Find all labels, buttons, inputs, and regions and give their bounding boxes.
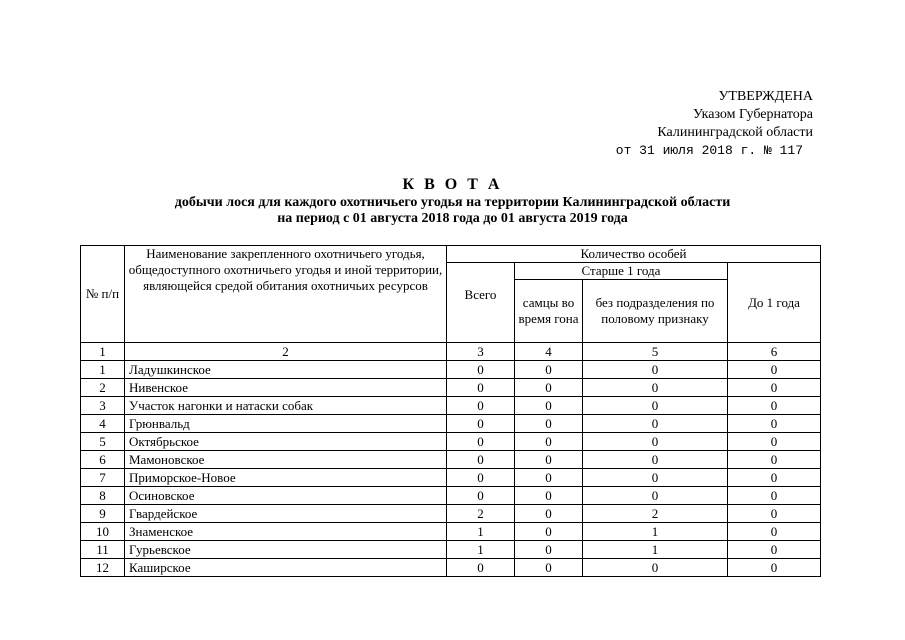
header-total: Всего: [447, 263, 515, 343]
col-number: 1: [81, 343, 125, 361]
row-number: 10: [81, 523, 125, 541]
row-males: 0: [515, 379, 583, 397]
row-number: 6: [81, 451, 125, 469]
row-number: 9: [81, 505, 125, 523]
row-males: 0: [515, 397, 583, 415]
header-count: Количество особей: [447, 246, 821, 263]
row-number: 7: [81, 469, 125, 487]
row-males: 0: [515, 541, 583, 559]
row-number: 8: [81, 487, 125, 505]
col-number: 4: [515, 343, 583, 361]
row-young: 0: [728, 361, 821, 379]
approval-decree: Указом Губернатора: [692, 107, 813, 122]
quota-table: [80, 245, 821, 577]
row-name: Октябрьское: [125, 433, 447, 451]
row-total: 2: [447, 505, 515, 523]
row-number: 12: [81, 559, 125, 577]
col-number: 2: [125, 343, 447, 361]
table-row: [81, 487, 821, 505]
row-young: 0: [728, 523, 821, 541]
row-nosex: 0: [583, 559, 728, 577]
row-nosex: 0: [583, 361, 728, 379]
row-name: Нивенское: [125, 379, 447, 397]
row-total: 0: [447, 397, 515, 415]
row-young: 0: [728, 379, 821, 397]
row-number: 2: [81, 379, 125, 397]
col-number: 5: [583, 343, 728, 361]
header-young: До 1 года: [728, 263, 821, 343]
row-nosex: 0: [583, 433, 728, 451]
row-males: 0: [515, 433, 583, 451]
row-young: 0: [728, 541, 821, 559]
row-young: 0: [728, 415, 821, 433]
row-total: 0: [447, 559, 515, 577]
row-name: Мамоновское: [125, 451, 447, 469]
row-young: 0: [728, 433, 821, 451]
row-young: 0: [728, 451, 821, 469]
header-name: Наименование закрепленного охотничьего угодья, общедоступного охотничьего угодья и иной территории, являющейся средой обитания охотничьих ресурсов: [125, 246, 447, 343]
row-males: 0: [515, 469, 583, 487]
row-males: 0: [515, 415, 583, 433]
row-number: 3: [81, 397, 125, 415]
document-title: К В О Т А: [402, 176, 503, 193]
col-number: 6: [728, 343, 821, 361]
row-males: 0: [515, 523, 583, 541]
header-nosex: без подразделения по половому признаку: [583, 280, 728, 343]
row-nosex: 0: [583, 487, 728, 505]
table-row: [81, 559, 821, 577]
row-young: 0: [728, 559, 821, 577]
row-total: 0: [447, 487, 515, 505]
row-nosex: 1: [583, 523, 728, 541]
table-row: [81, 451, 821, 469]
row-young: 0: [728, 505, 821, 523]
document-subtitle-2: на период с 01 августа 2018 года до 01 августа 2019 года: [277, 211, 628, 226]
table-row: [81, 505, 821, 523]
header-males: самцы во время гона: [515, 280, 583, 343]
row-nosex: 0: [583, 469, 728, 487]
row-name: Гвардейское: [125, 505, 447, 523]
row-males: 0: [515, 451, 583, 469]
row-nosex: 0: [583, 415, 728, 433]
row-total: 0: [447, 379, 515, 397]
row-total: 0: [447, 415, 515, 433]
row-number: 11: [81, 541, 125, 559]
approval-stamp: [616, 88, 813, 160]
row-young: 0: [728, 469, 821, 487]
table-row: [81, 415, 821, 433]
row-name: Участок нагонки и натаски собак: [125, 397, 447, 415]
row-nosex: 1: [583, 541, 728, 559]
header-num: № п/п: [81, 246, 125, 343]
document-heading: [0, 175, 905, 227]
header-older: Старше 1 года: [515, 263, 728, 280]
row-name: Каширское: [125, 559, 447, 577]
row-nosex: 2: [583, 505, 728, 523]
row-young: 0: [728, 487, 821, 505]
row-nosex: 0: [583, 397, 728, 415]
row-nosex: 0: [583, 379, 728, 397]
approval-title: УТВЕРЖДЕНА: [718, 89, 813, 104]
row-number: 5: [81, 433, 125, 451]
row-young: 0: [728, 397, 821, 415]
row-name: Гурьевское: [125, 541, 447, 559]
quota-table-body: [81, 343, 821, 577]
row-total: 0: [447, 361, 515, 379]
row-total: 0: [447, 469, 515, 487]
row-number: 4: [81, 415, 125, 433]
table-row: [81, 433, 821, 451]
quota-table-header: [81, 246, 821, 343]
row-males: 0: [515, 505, 583, 523]
col-number: 3: [447, 343, 515, 361]
row-total: 1: [447, 523, 515, 541]
row-nosex: 0: [583, 451, 728, 469]
table-row: [81, 523, 821, 541]
row-name: Знаменское: [125, 523, 447, 541]
table-row: [81, 541, 821, 559]
row-males: 0: [515, 487, 583, 505]
table-row: [81, 469, 821, 487]
row-total: 1: [447, 541, 515, 559]
column-number-row: [81, 343, 821, 361]
row-number: 1: [81, 361, 125, 379]
row-total: 0: [447, 433, 515, 451]
approval-region: Калининградской области: [657, 125, 813, 140]
row-name: Осиновское: [125, 487, 447, 505]
row-males: 0: [515, 559, 583, 577]
approval-date: от 31 июля 2018 г. № 117: [615, 143, 803, 158]
row-total: 0: [447, 451, 515, 469]
table-row: [81, 361, 821, 379]
row-name: Приморское-Новое: [125, 469, 447, 487]
table-row: [81, 379, 821, 397]
table-row: [81, 397, 821, 415]
row-name: Грюнвальд: [125, 415, 447, 433]
row-males: 0: [515, 361, 583, 379]
document-subtitle-1: добычи лося для каждого охотничьего угодья на территории Калининградской области: [174, 195, 731, 210]
row-name: Ладушкинское: [125, 361, 447, 379]
